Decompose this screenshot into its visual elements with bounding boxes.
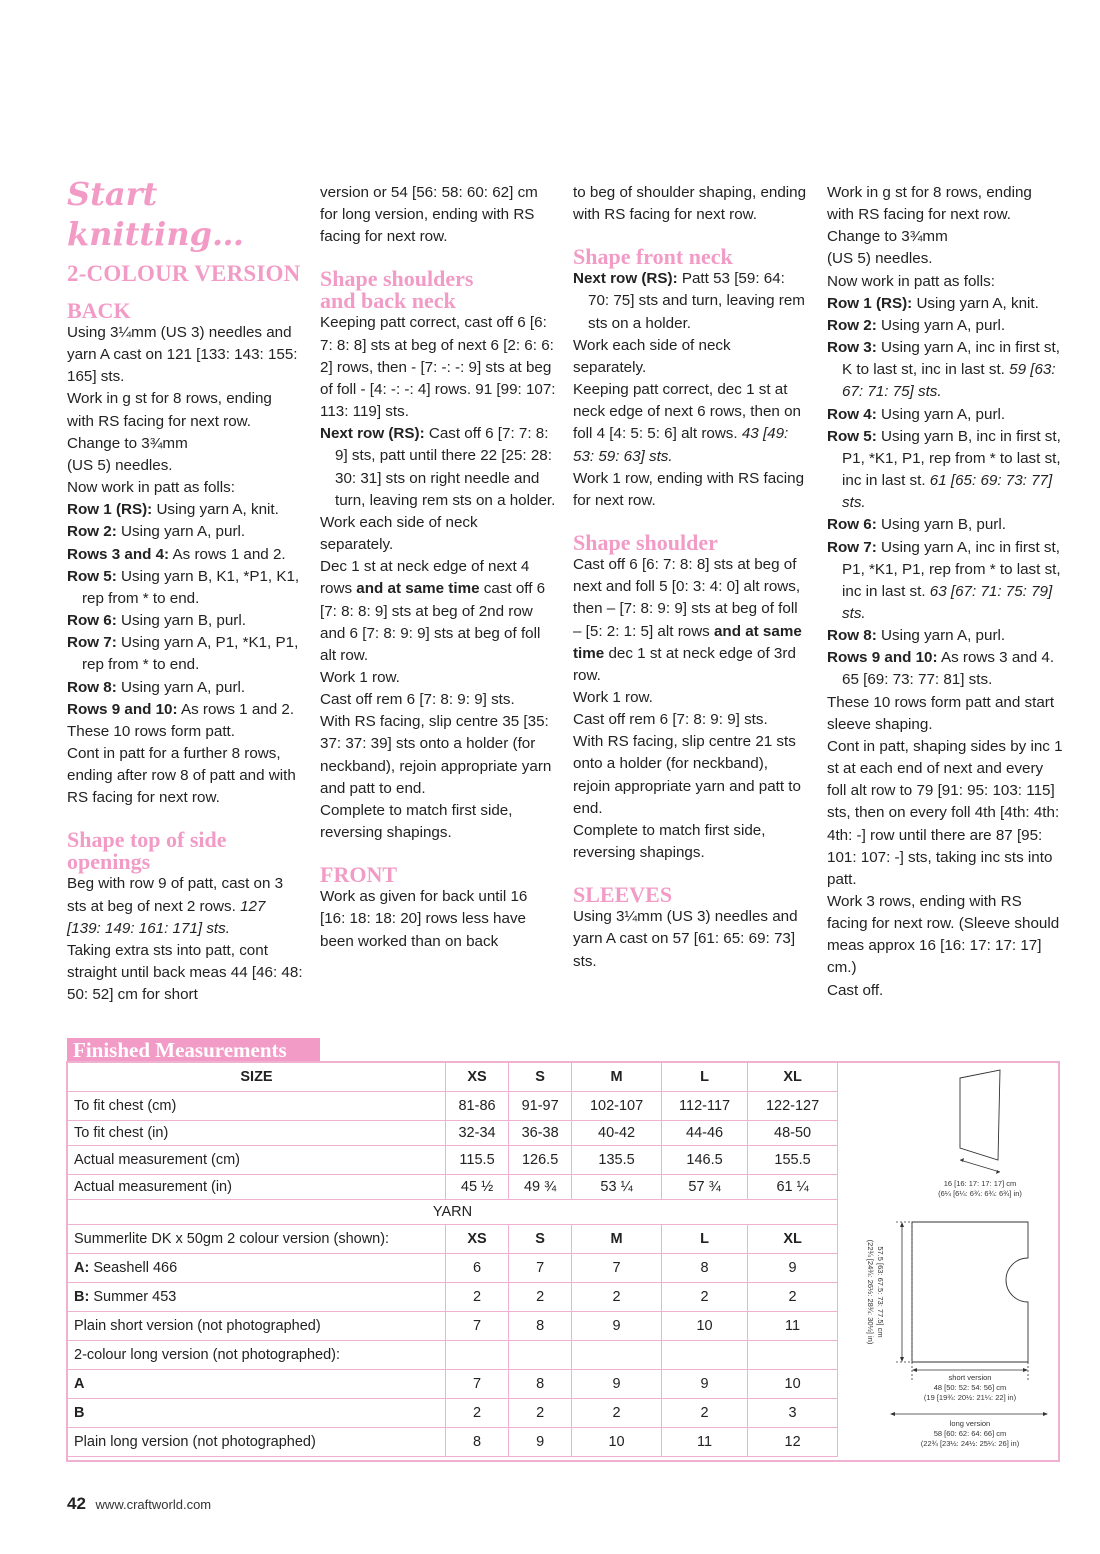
sleeve-width-in: (6¼ [6¼: 6¾: 6¾: 6¾] in) xyxy=(938,1189,1022,1198)
table-row: Plain long version (not photographed) 8 9 10 11 12 xyxy=(68,1428,838,1457)
size-m: M xyxy=(572,1063,662,1092)
short-cm: 48 [50: 52: 54: 56] cm xyxy=(933,1383,1007,1392)
pattern-row xyxy=(320,423,556,512)
back-text: These 10 rows form patt. xyxy=(67,722,235,740)
complete-text: Complete to match first side, reversing shapings. xyxy=(320,801,513,842)
row-text: Patt 53 [59: 64: 70: 75] sts and turn, leaving rem sts on a holder. xyxy=(588,270,805,332)
pattern-row xyxy=(67,610,303,632)
row-label: Plain short version (not photographed) xyxy=(68,1312,446,1341)
back-text: Now work in patt as folls: xyxy=(67,479,235,497)
yarn-header: Summerlite DK x 50gm 2 colour version (shown): xyxy=(68,1225,446,1254)
sleeve-text: Work 3 rows, ending with RS facing for next row. (Sleeve should meas approx 16 [16: 17: 17: 17] cm.) xyxy=(827,893,1060,977)
sleeves-heading: SLEEVES xyxy=(573,882,673,908)
front-heading: FRONT xyxy=(320,862,397,888)
row-label: Actual measurement (cm) xyxy=(68,1146,446,1175)
row-text: Using yarn A, purl. xyxy=(116,678,246,696)
pattern-row xyxy=(67,499,303,521)
pattern-row xyxy=(67,521,303,543)
long-label: long version xyxy=(949,1419,991,1428)
rs-text: With RS facing, slip centre 21 sts onto a holder (for neckband), rejoin appropriate yarn and patt to end. xyxy=(573,733,801,817)
work-text: Work 1 row, ending with RS facing for next row. xyxy=(573,469,805,509)
sleeve-text: Change to 3¾mm xyxy=(827,228,948,246)
row-label: B: Summer 453 xyxy=(68,1283,446,1312)
measurements-title: Finished Measurements xyxy=(67,1038,320,1062)
sleeve-width-cm: 16 [16: 17: 17: 17] cm xyxy=(943,1179,1017,1188)
side-text: Taking extra sts into patt, cont straight until back meas 44 [46: 48: 50: 52] cm for short xyxy=(67,941,303,1004)
pattern-row xyxy=(67,632,303,676)
row-label: A xyxy=(68,1370,446,1399)
back-text: Cont in patt for a further 8 rows, ending after row 8 of patt and with RS facing for next row. xyxy=(67,744,296,807)
back-text: Using 3¼mm (US 3) needles and yarn A cast on 121 [133: 143: 155: 165] sts. xyxy=(67,324,298,386)
row-label: Next row (RS): xyxy=(320,425,425,443)
garment-diagram xyxy=(840,1062,1058,1460)
row-text: As rows 1 and 2. xyxy=(169,545,286,563)
pattern-row: Row 3: Using yarn A, inc in first st, K to last st, inc in last st. 59 [63: 67: 71: 75] sts. xyxy=(827,339,1060,401)
intro-text: version or 54 [56: 58: 60: 62] cm for long version, ending with RS facing for next row. xyxy=(320,184,538,246)
pattern-row: Row 7: Using yarn A, inc in first st, P1, *K1, P1, rep from * to last st, inc in last st. 63 [67: 71: 75: 79] sts. xyxy=(827,538,1061,622)
row-label: Row 5: xyxy=(67,567,117,585)
row-label: Actual measurement (in) xyxy=(68,1175,446,1200)
version-heading: 2-COLOUR VERSION xyxy=(67,261,301,286)
table-row xyxy=(68,1200,838,1225)
row-label: Rows 3 and 4: xyxy=(67,545,170,563)
pattern-row xyxy=(67,699,303,721)
size-l: L xyxy=(661,1063,747,1092)
row-label: Row 7: xyxy=(67,634,117,652)
table-row: Actual measurement (cm) 115.5 126.5 135.5 146.5 155.5 xyxy=(68,1146,838,1175)
row-label: Row 8: xyxy=(67,678,117,696)
short-in: (19 [19¾: 20½: 21¼: 22] in) xyxy=(923,1393,1017,1402)
table-row: Summerlite DK x 50gm 2 colour version (shown): XS S M L XL xyxy=(68,1225,838,1254)
castoff-text: Cast off rem 6 [7: 8: 9: 9] sts. xyxy=(320,691,515,709)
intro-text: to beg of shoulder shaping, ending with RS facing for next row. xyxy=(573,184,807,224)
sleeve-width-arrow xyxy=(960,1160,1000,1172)
pattern-row: Rows 9 and 10: As rows 3 and 4. 65 [69: 73: 77: 81] sts. xyxy=(827,649,1055,689)
sleeve-text: Cast off. xyxy=(827,981,884,999)
column-2 xyxy=(320,182,556,953)
row-text: Using yarn A, P1, *K1, P1, rep from * to end. xyxy=(82,634,299,674)
row-text: Using yarn A, purl. xyxy=(116,523,246,541)
pattern-row: Row 8: Using yarn A, purl. xyxy=(827,627,1006,645)
row-label: Row 8: xyxy=(827,627,877,645)
rs-text: With RS facing, slip centre 35 [35: 37: 37: 39] sts onto a holder (for neckband), rejoin appropriate yarn and patt to end. xyxy=(320,713,552,797)
table-row: B: Summer 453 2 2 2 2 2 xyxy=(68,1283,838,1312)
work-text: Work 1 row. xyxy=(573,688,653,706)
stitch-count: 127 [139: 149: 161: 171] sts. xyxy=(67,897,266,937)
sleeve-text: Cont in patt, shaping sides by inc 1 st at each end of next and every foll alt row to 79 [91: 95: 103: 115] sts, then on every foll 4th [4th: 4th: 4th: -] row until there are 87 [95: 101: 107: -] sts, taking inc sts into patt. xyxy=(827,737,1063,888)
row-label: Row 5: xyxy=(827,427,877,445)
row-label: Rows 9 and 10: xyxy=(67,700,178,718)
footer-url[interactable]: www.craftworld.com xyxy=(95,1497,212,1512)
long-in: (22¾ [23½: 24½: 25¼: 26] in) xyxy=(920,1439,1020,1448)
side-openings-heading: Shape top of side openings xyxy=(67,827,227,875)
table-row: B 2 2 2 2 3 xyxy=(68,1399,838,1428)
body-shape xyxy=(912,1222,1028,1362)
row-label: B xyxy=(68,1399,446,1428)
pattern-row: Row 5: Using yarn B, inc in first st, P1, *K1, P1, rep from * to last st, inc in last st. 61 [65: 69: 73: 77] sts. xyxy=(827,427,1061,512)
table-row: Plain short version (not photographed) 7 8 9 10 11 xyxy=(68,1312,838,1341)
row-label: Row 1 (RS): xyxy=(67,501,153,519)
row-label: Row 1 (RS): xyxy=(827,294,913,312)
table-row xyxy=(68,1341,838,1370)
table-row: A: Seashell 466 6 7 7 8 9 xyxy=(68,1254,838,1283)
short-label: short version xyxy=(948,1373,992,1382)
back-text: Change to 3¾mm xyxy=(67,434,188,452)
row-label: Plain long version (not photographed) xyxy=(68,1428,446,1457)
page-title: Start knitting… xyxy=(67,175,244,253)
stitch-count: 43 [49: 53: 59: 63] sts. xyxy=(573,425,789,465)
sleeve-text: Now work in patt as folls: xyxy=(827,272,995,290)
column-3 xyxy=(573,182,809,973)
complete-text: Complete to match first side, reversing shapings. xyxy=(573,821,766,862)
body-height-cm: 57.5 [63: 67.5: 73: 77.5] cm xyxy=(876,1246,885,1338)
row-text: As rows 1 and 2. xyxy=(177,700,295,718)
shoulder-heading: Shape shoulder xyxy=(573,530,718,556)
work-text: Work each side of neck separately. xyxy=(320,513,478,554)
table-row: To fit chest (in) 32-34 36-38 40-42 44-46 48-50 xyxy=(68,1121,838,1146)
row-label: Row 4: xyxy=(827,405,877,423)
castoff-text: Cast off rem 6 [7: 8: 9: 9] sts. xyxy=(573,711,768,729)
front-text: Work as given for back until 16 [16: 18: 18: 20] rows less have been worked than on back xyxy=(320,888,528,950)
front-neck-heading: Shape front neck xyxy=(573,244,733,270)
size-s: S xyxy=(509,1063,572,1092)
sleeves-text: Using 3¼mm (US 3) needles and yarn A cast on 57 [61: 65: 69: 73] sts. xyxy=(573,908,798,970)
side-text: Beg with row 9 of patt, cast on 3 sts at beg of next 2 rows. 127 [139: 149: 161: 171] sts. xyxy=(67,875,284,937)
row-label: Rows 9 and 10: xyxy=(827,649,938,667)
sleeve-text: Work in g st for 8 rows, ending with RS facing for next row. xyxy=(827,184,1032,224)
page-number: 42 xyxy=(67,1494,86,1513)
body-height-in: (22¾ [24¾: 26½: 28¾: 30½] in) xyxy=(866,1239,875,1345)
pattern-row: Row 4: Using yarn A, purl. xyxy=(827,405,1006,423)
table-row: To fit chest (cm) 81-86 91-97 102-107 112-117 122-127 xyxy=(68,1092,838,1121)
row-text: Using yarn B, K1, *P1, K1, rep from * to end. xyxy=(82,567,300,607)
measurements-table xyxy=(67,1062,838,1457)
pattern-row xyxy=(67,566,303,610)
shoulder-text: Cast off 6 [6: 7: 8: 8] sts at beg of next and foll 5 [0: 3: 4: 0] alt rows, then – [7: 8: 9: 9] sts at beg of foll – [5: 2: 1: 5] alt rows and at same time dec 1 st at neck edge of 3rd row. xyxy=(573,556,802,684)
row-label: Row 2: xyxy=(827,316,877,334)
back-text: Work in g st for 8 rows, ending with RS facing for next row. xyxy=(67,390,272,430)
column-4 xyxy=(827,182,1063,1002)
shoulders-text: Keeping patt correct, cast off 6 [6: 7: 8: 8] sts at beg of next 6 [2: 6: 6: 2] rows, then - [7: -: -: 9] sts at beg of foll - [4: -: -: 4] rows. 91 [99: 107: 113: 119] sts. xyxy=(320,314,556,421)
row-label: Row 2: xyxy=(67,523,117,541)
keeping-text: Keeping patt correct, dec 1 st at neck edge of next 6 rows, then on foll 4 [4: 5: 5: 6] alt rows. 43 [49: 53: 59: 63] sts. xyxy=(573,381,801,465)
size-xl: XL xyxy=(748,1063,838,1092)
row-label: Row 6: xyxy=(827,516,877,534)
row-text: Cast off 6 [7: 7: 8: 9] sts, patt until there 22 [25: 28: 30: 31] sts on right needle and turn, leaving rem sts on a holder. xyxy=(335,425,556,509)
pattern-row xyxy=(67,544,303,566)
table-row: Actual measurement (in) 45 ½ 49 ¾ 53 ¼ 57 ¾ 61 ¼ xyxy=(68,1175,838,1200)
size-xs: XS xyxy=(446,1063,509,1092)
work-text: Work each side of neck separately. xyxy=(573,336,731,376)
row-label: Row 3: xyxy=(827,339,877,357)
long-cm: 58 [60: 62: 64: 66] cm xyxy=(933,1429,1007,1438)
row-text: Using yarn B, purl. xyxy=(116,612,246,630)
pattern-row: Row 2: Using yarn A, purl. xyxy=(827,316,1006,334)
row-text: Using yarn A, knit. xyxy=(152,501,279,519)
sleeve-text: (US 5) needles. xyxy=(827,250,933,268)
row-label: Row 7: xyxy=(827,538,877,556)
sleeve-shape xyxy=(960,1070,1000,1160)
work-text: Work 1 row. xyxy=(320,668,400,686)
page-footer xyxy=(67,1494,211,1514)
size-header: SIZE xyxy=(68,1063,446,1092)
table-row: A 7 8 9 9 10 xyxy=(68,1370,838,1399)
yarn-label: YARN xyxy=(68,1200,838,1225)
back-text: (US 5) needles. xyxy=(67,456,173,474)
sleeve-text: These 10 rows form patt and start sleeve shaping. xyxy=(827,693,1055,733)
pattern-row xyxy=(67,677,303,699)
table-row xyxy=(68,1063,838,1092)
column-1 xyxy=(67,175,303,1006)
pattern-row: Row 6: Using yarn B, purl. xyxy=(827,516,1006,534)
row-label: Next row (RS): xyxy=(573,270,678,288)
row-label: 2-colour long version (not photographed): xyxy=(68,1341,446,1370)
row-label: A: Seashell 466 xyxy=(68,1254,446,1283)
dec-text: Dec 1 st at neck edge of next 4 rows and at same time cast off 6 [7: 8: 8: 9] sts at beg of 2nd row and 6 [7: 8: 9: 9] sts at beg of foll alt row. xyxy=(320,558,546,664)
pattern-row: Row 1 (RS): Using yarn A, knit. xyxy=(827,294,1039,312)
row-label: To fit chest (in) xyxy=(68,1121,446,1146)
row-label: Row 6: xyxy=(67,612,117,630)
shoulders-heading: Shape shoulders and back neck xyxy=(320,266,474,314)
back-heading: BACK xyxy=(67,298,131,323)
row-label: To fit chest (cm) xyxy=(68,1092,446,1121)
pattern-row xyxy=(573,268,809,334)
